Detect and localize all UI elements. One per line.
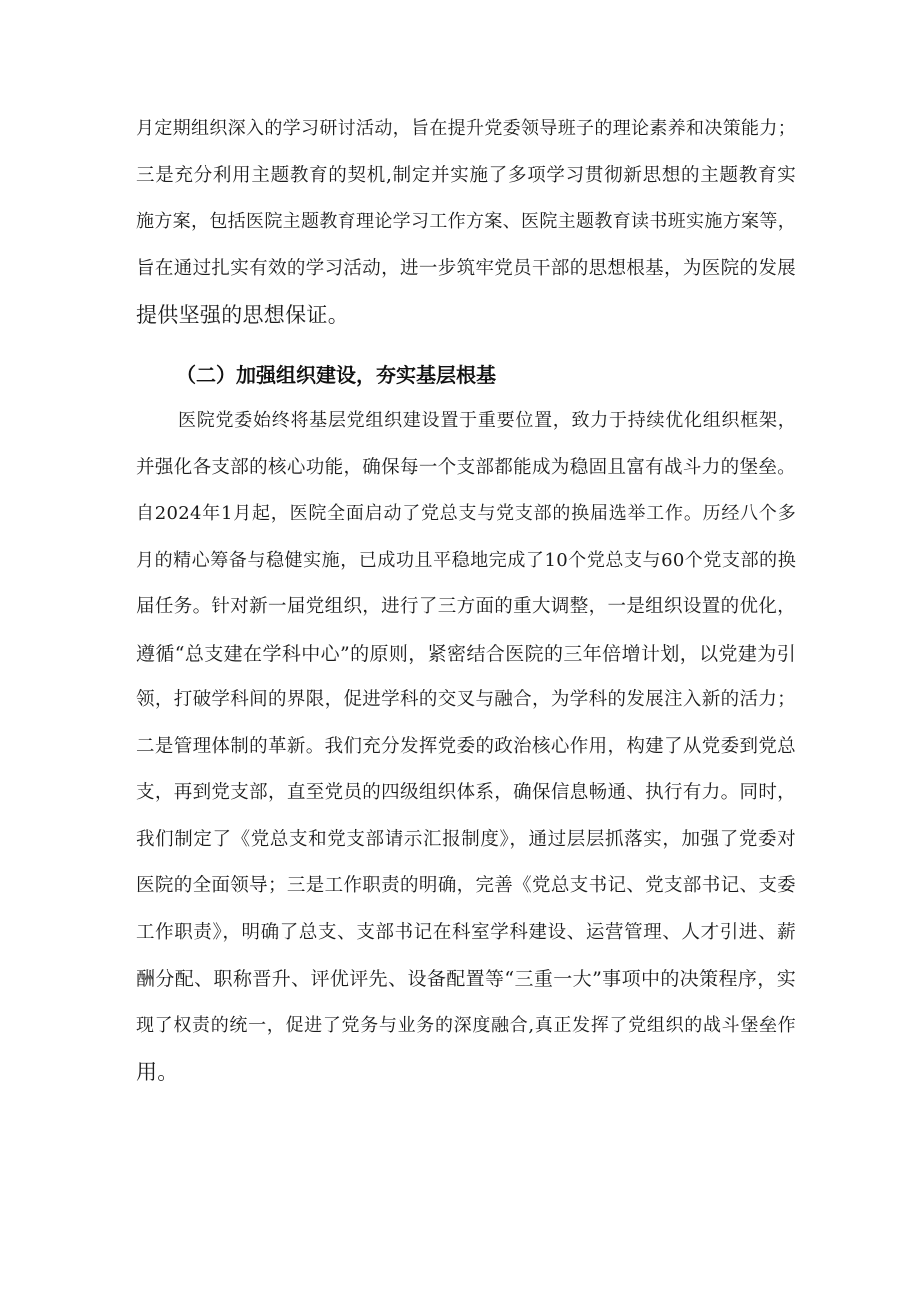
paragraph-line: 三是充分利用主题教育的契机,制定并实施了多项学习贯彻新思想的主题教育实	[136, 164, 796, 186]
paragraph-line: 施方案，包括医院主题教育理论学习工作方案、医院主题教育读书班实施方案等，	[136, 211, 796, 232]
paragraph-line: 医院党委始终将基层党组织建设置于重要位置，致力于持续优化组织框架，	[178, 410, 796, 431]
paragraph-organization-building	[136, 398, 796, 1096]
paragraph-line: 领，打破学科间的界限，促进学科的交叉与融合，为学科的发展注入新的活力；	[136, 689, 796, 710]
paragraph-study-activities	[136, 106, 796, 339]
paragraph-line: 月的精心筹备与稳健实施，已成功且平稳地完成了10个党总支与60个党支部的换	[136, 549, 796, 571]
paragraph-line: 二是管理体制的革新。我们充分发挥党委的政治核心作用，构建了从党委到党总	[136, 735, 796, 757]
paragraph-line: 自2024年1月起，医院全面启动了党总支与党支部的换届选举工作。历经八个多	[136, 503, 796, 524]
paragraph-line: 医院的全面领导；三是工作职责的明确，完善《党总支书记、党支部书记、支委	[136, 875, 796, 896]
paragraph-line: 届任务。针对新一届党组织，进行了三方面的重大调整，一是组织设置的优化，	[136, 596, 796, 617]
paragraph-line: 现了权责的统一，促进了党务与业务的深度融合,真正发挥了党组织的战斗堡垒作	[136, 1014, 796, 1036]
paragraph-line: 提供坚强的思想保证。	[136, 303, 349, 327]
section-heading: （二）加强组织建设，夯实基层根基	[176, 363, 496, 387]
paragraph-line: 用。	[136, 1060, 179, 1084]
paragraph-line: 月定期组织深入的学习研讨活动，旨在提升党委领导班子的理论素养和决策能力；	[136, 118, 796, 139]
paragraph-line: 我们制定了《党总支和党支部请示汇报制度》，通过层层抓落实，加强了党委对	[136, 828, 796, 850]
paragraph-line: 工作职责》，明确了总支、支部书记在科室学科建设、运营管理、人才引进、薪	[136, 921, 796, 943]
paragraph-line: 遵循“总支建在学科中心”的原则，紧密结合医院的三年倍增计划，以党建为引	[136, 642, 796, 665]
paragraph-line: 旨在通过扎实有效的学习活动，进一步筑牢党员干部的思想根基，为医院的发展	[136, 257, 796, 279]
paragraph-line: 酬分配、职称晋升、评优评先、设备配置等“三重一大”事项中的决策程序，实	[136, 968, 796, 990]
paragraph-line: 支，再到党支部，直至党员的四级组织体系，确保信息畅通、执行有力。同时，	[136, 782, 796, 803]
paragraph-line: 并强化各支部的核心功能，确保每一个支部都能成为稳固且富有战斗力的堡垒。	[136, 456, 796, 478]
